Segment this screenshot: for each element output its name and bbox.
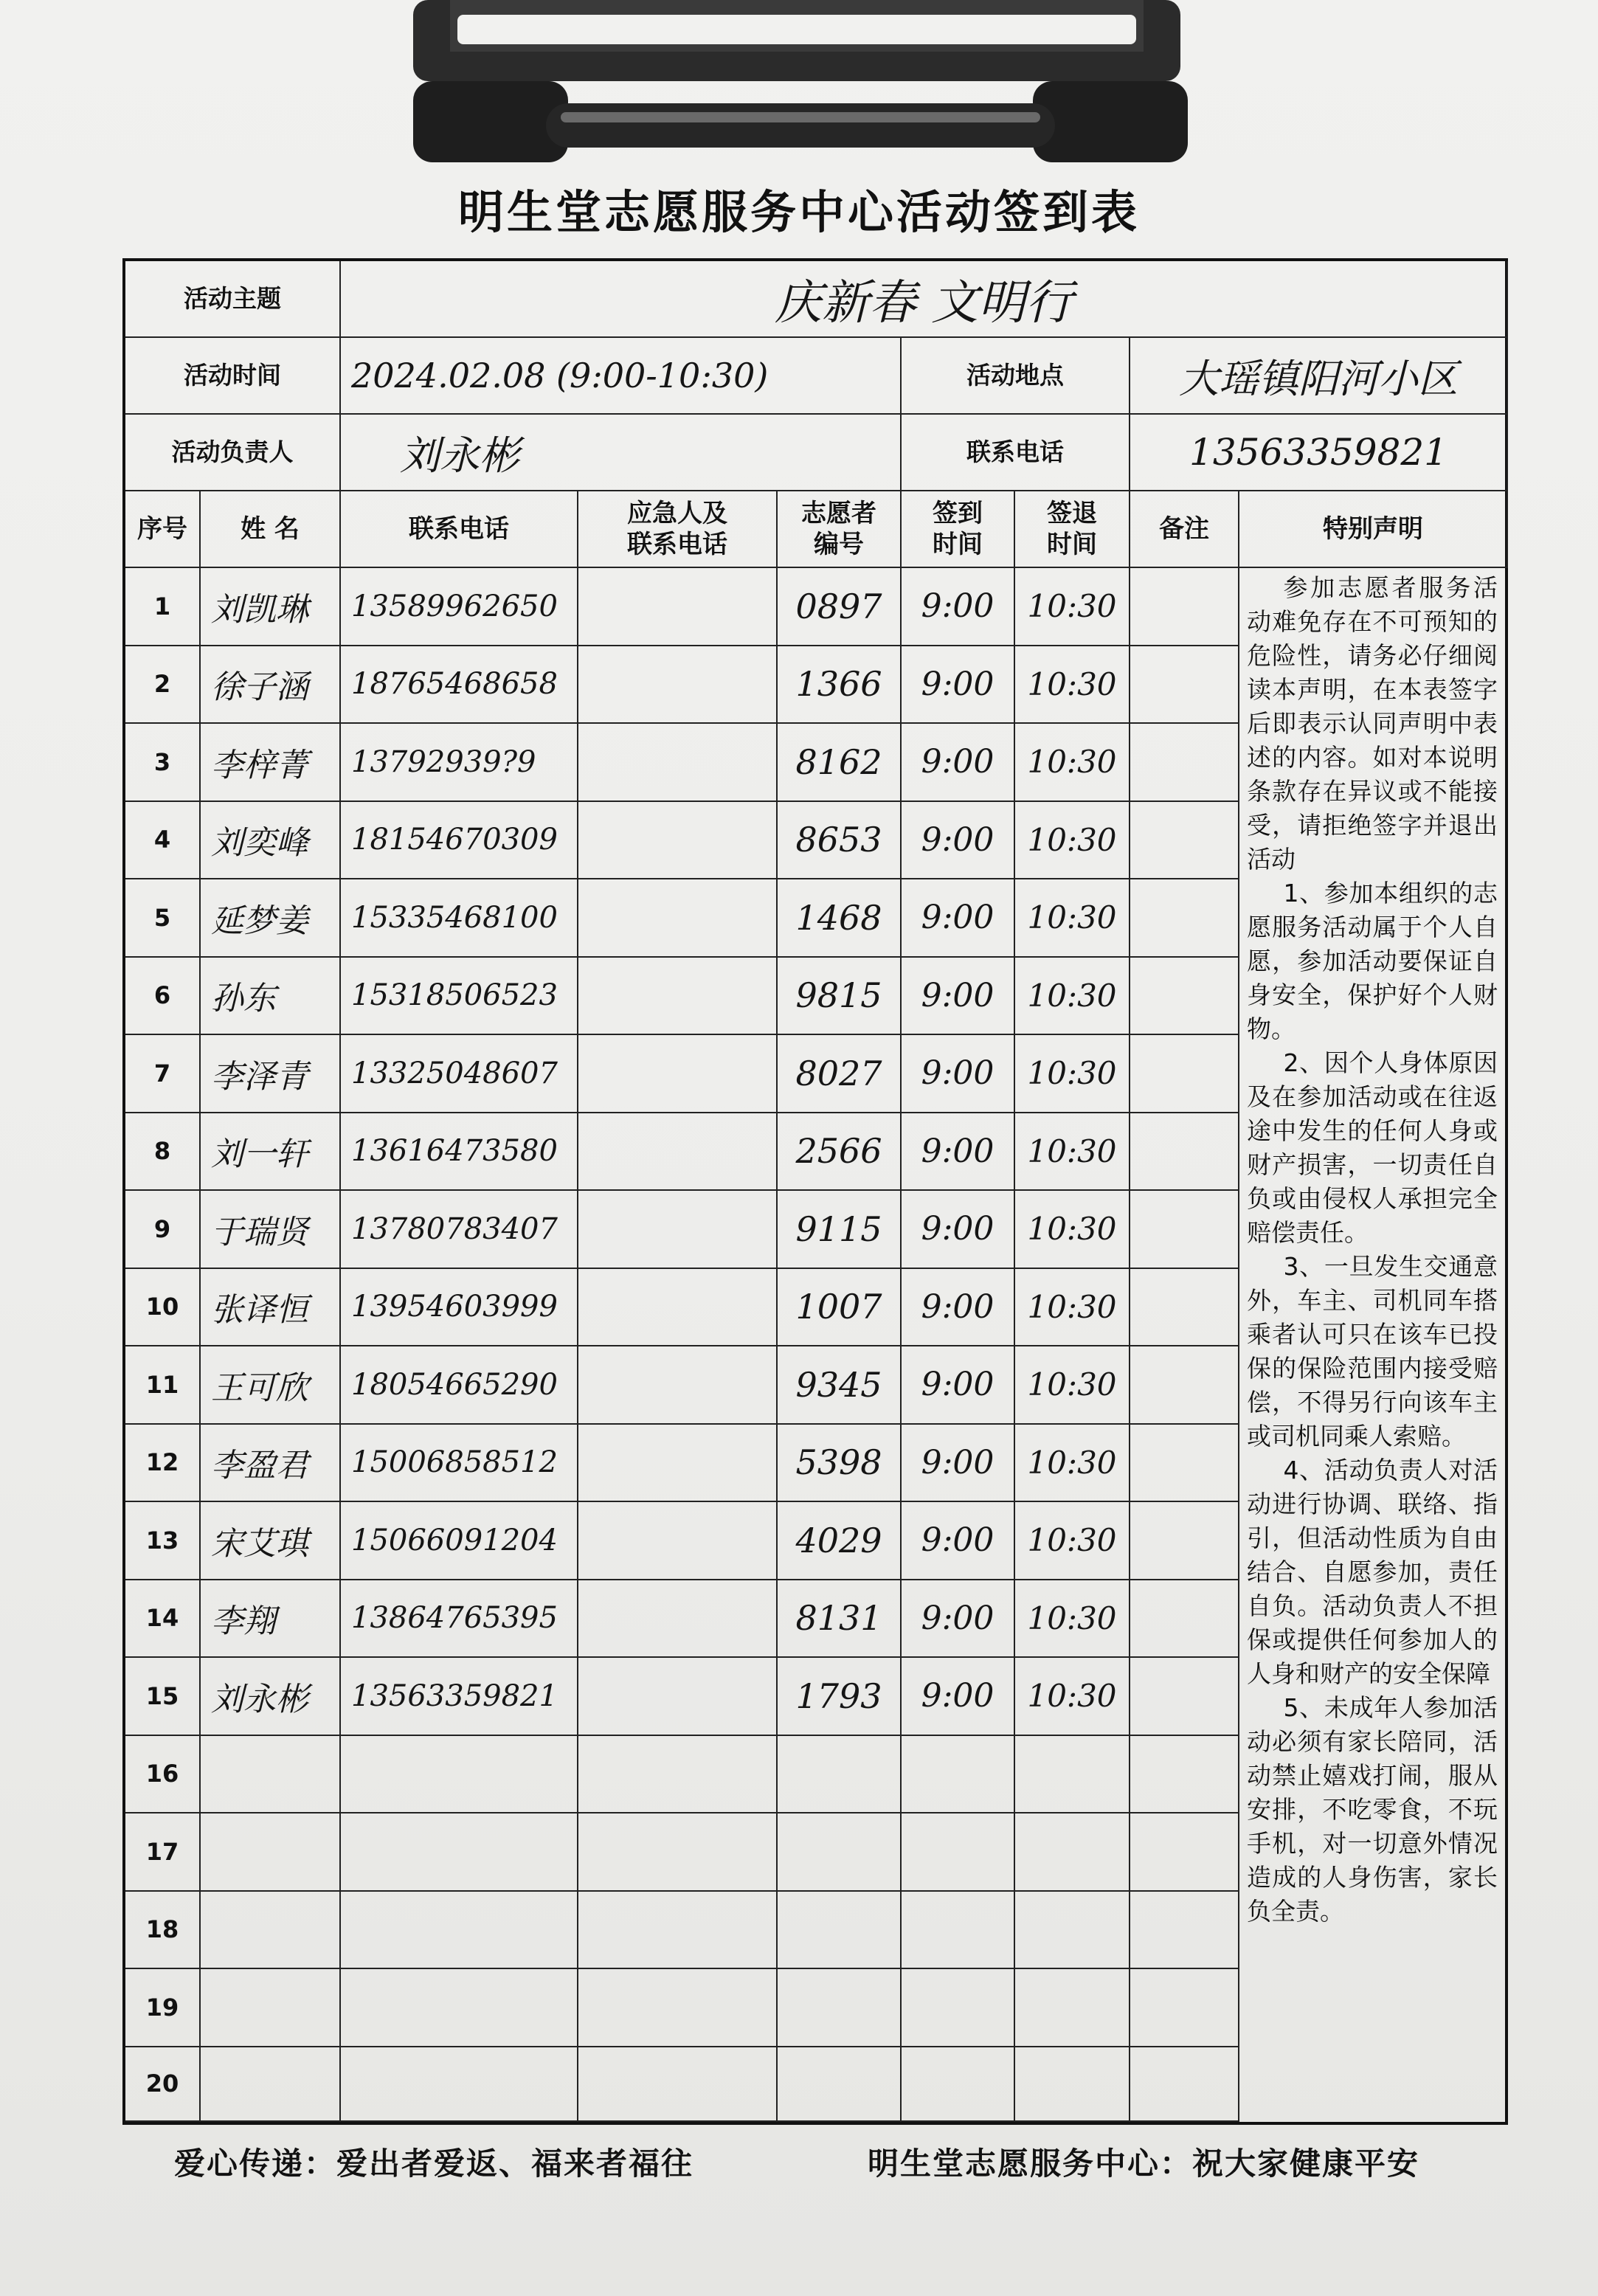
row-volunteer-id: 2566: [778, 1113, 902, 1192]
row-emergency: [578, 1035, 778, 1113]
col-phone: 联系电话: [341, 491, 578, 568]
row-emergency: [578, 1892, 778, 1970]
row-phone: 13864765395: [341, 1580, 578, 1659]
row-volunteer-id: 9115: [778, 1191, 902, 1269]
row-phone: 15066091204: [341, 1502, 578, 1580]
col-name: 姓 名: [201, 491, 341, 568]
special-declaration: [1236, 567, 1507, 2036]
row-volunteer-id: 9345: [778, 1346, 902, 1425]
row-index: 9: [125, 1191, 201, 1269]
row-volunteer-id: 8027: [778, 1035, 902, 1113]
row-emergency: [578, 1736, 778, 1814]
row-phone: [341, 1813, 578, 1892]
row-name: [201, 1892, 341, 1970]
row-remark: [1130, 802, 1239, 880]
row-index: 1: [125, 568, 201, 646]
row-name: 徐子涵: [201, 646, 341, 725]
row-checkin: 9:00: [902, 802, 1015, 880]
col-declaration: 特别声明: [1239, 491, 1508, 568]
row-volunteer-id: 0897: [778, 568, 902, 646]
row-checkout: 10:30: [1015, 1113, 1130, 1192]
row-checkout: [1015, 1969, 1130, 2047]
col-checkout: 签退 时间: [1015, 491, 1130, 568]
row-checkin: [902, 2047, 1015, 2123]
row-index: 20: [125, 2047, 201, 2123]
row-checkin: 9:00: [902, 724, 1015, 802]
declaration-item-4: 4、活动负责人对活动进行协调、联络、指引，但活动性质为自由结合、自愿参加，责任自负。活动负责人不担保或提供任何参加人的人身和财产的安全保障: [1247, 1456, 1498, 1688]
row-index: 13: [125, 1502, 201, 1580]
row-emergency: [578, 802, 778, 880]
declaration-item-5: 5、未成年人参加活动必须有家长陪同，活动禁止嬉戏打闹，服从安排，不吃零食，不玩手机，对一切意外情况造成的人身伤害，家长负全责。: [1247, 1693, 1498, 1926]
row-remark: [1130, 1969, 1239, 2047]
row-name: 李泽青: [201, 1035, 341, 1113]
leader-label: 活动负责人: [125, 415, 341, 491]
row-remark: [1130, 1892, 1239, 1970]
row-volunteer-id: 8162: [778, 724, 902, 802]
row-remark: [1130, 2047, 1239, 2123]
row-name: [201, 2047, 341, 2123]
row-emergency: [578, 1346, 778, 1425]
row-index: 17: [125, 1813, 201, 1892]
row-index: 12: [125, 1425, 201, 1503]
row-volunteer-id: 5398: [778, 1425, 902, 1503]
col-remark: 备注: [1130, 491, 1239, 568]
row-phone: 13589962650: [341, 568, 578, 646]
row-remark: [1130, 1425, 1239, 1503]
declaration-item-2: 2、因个人身体原因及在参加活动或在往返途中发生的任何人身或财产损害，一切责任自负或由侵权人承担完全赔偿责任。: [1247, 1048, 1498, 1247]
row-checkout: 10:30: [1015, 724, 1130, 802]
row-name: 李翔: [201, 1580, 341, 1659]
row-volunteer-id: 1007: [778, 1269, 902, 1347]
row-name: 王可欣: [201, 1346, 341, 1425]
row-name: 刘一轩: [201, 1113, 341, 1192]
row-name: 延梦姜: [201, 879, 341, 958]
row-index: 11: [125, 1346, 201, 1425]
row-name: [201, 1736, 341, 1814]
row-checkout: 10:30: [1015, 1191, 1130, 1269]
col-volunteer-id: 志愿者 编号: [778, 491, 902, 568]
row-checkout: 10:30: [1015, 1346, 1130, 1425]
row-checkin: [902, 1736, 1015, 1814]
row-name: 刘奕峰: [201, 802, 341, 880]
row-index: 19: [125, 1969, 201, 2047]
row-emergency: [578, 1269, 778, 1347]
row-checkin: 9:00: [902, 879, 1015, 958]
row-phone: 13954603999: [341, 1269, 578, 1347]
row-index: 3: [125, 724, 201, 802]
row-checkin: [902, 1813, 1015, 1892]
row-phone: 18054665290: [341, 1346, 578, 1425]
row-checkin: 9:00: [902, 568, 1015, 646]
row-checkin: 9:00: [902, 1580, 1015, 1659]
row-checkin: 9:00: [902, 1346, 1015, 1425]
row-name: 李盈君: [201, 1425, 341, 1503]
row-volunteer-id: [778, 1736, 902, 1814]
row-volunteer-id: [778, 1969, 902, 2047]
row-name: 于瑞贤: [201, 1191, 341, 1269]
row-checkout: 10:30: [1015, 1580, 1130, 1659]
row-checkout: 10:30: [1015, 802, 1130, 880]
col-index: 序号: [125, 491, 201, 568]
row-index: 6: [125, 958, 201, 1036]
row-emergency: [578, 1113, 778, 1192]
row-index: 5: [125, 879, 201, 958]
row-emergency: [578, 1813, 778, 1892]
declaration-intro: 参加志愿者服务活动难免存在不可预知的危险性，请务必仔细阅读本声明，在本表签字后即表示认同声明中表述的内容。如对本说明条款存在异议或不能接受，请拒绝签字并退出活动: [1247, 573, 1498, 874]
row-index: 14: [125, 1580, 201, 1659]
row-remark: [1130, 1035, 1239, 1113]
row-index: 8: [125, 1113, 201, 1192]
row-checkin: 9:00: [902, 1113, 1015, 1192]
row-phone: [341, 2047, 578, 2123]
row-emergency: [578, 958, 778, 1036]
row-emergency: [578, 1658, 778, 1736]
row-remark: [1130, 724, 1239, 802]
row-phone: 15318506523: [341, 958, 578, 1036]
footer-left: 爱心传递：爱出者爱返、福来者福往: [174, 2145, 694, 2182]
row-emergency: [578, 879, 778, 958]
row-phone: 18765468658: [341, 646, 578, 725]
row-remark: [1130, 1580, 1239, 1659]
row-name: 李梓菁: [201, 724, 341, 802]
row-remark: [1130, 1736, 1239, 1814]
row-checkout: 10:30: [1015, 646, 1130, 725]
row-remark: [1130, 568, 1239, 646]
row-volunteer-id: [778, 2047, 902, 2123]
row-checkin: [902, 1969, 1015, 2047]
row-name: 孙东: [201, 958, 341, 1036]
row-name: 刘永彬: [201, 1658, 341, 1736]
leader-phone-label: 联系电话: [902, 415, 1130, 491]
row-checkin: 9:00: [902, 1658, 1015, 1736]
row-checkin: 9:00: [902, 1502, 1015, 1580]
row-volunteer-id: 4029: [778, 1502, 902, 1580]
row-volunteer-id: 1468: [778, 879, 902, 958]
row-phone: 13780783407: [341, 1191, 578, 1269]
row-index: 16: [125, 1736, 201, 1814]
clipboard-clip-icon: [0, 0, 1598, 184]
row-checkout: [1015, 1892, 1130, 1970]
row-emergency: [578, 724, 778, 802]
row-phone: 18154670309: [341, 802, 578, 880]
row-index: 4: [125, 802, 201, 880]
row-phone: 15335468100: [341, 879, 578, 958]
row-emergency: [578, 1191, 778, 1269]
row-checkout: 10:30: [1015, 1269, 1130, 1347]
row-remark: [1130, 879, 1239, 958]
row-phone: 13325048607: [341, 1035, 578, 1113]
time-value: 2024.02.08 (9:00-10:30): [341, 338, 902, 415]
row-phone: [341, 1892, 578, 1970]
row-index: 18: [125, 1892, 201, 1970]
row-volunteer-id: 8131: [778, 1580, 902, 1659]
row-remark: [1130, 958, 1239, 1036]
row-emergency: [578, 646, 778, 725]
row-volunteer-id: [778, 1892, 902, 1970]
row-phone: [341, 1969, 578, 2047]
row-checkout: 10:30: [1015, 1035, 1130, 1113]
row-checkout: 10:30: [1015, 1658, 1130, 1736]
row-index: 7: [125, 1035, 201, 1113]
row-remark: [1130, 1113, 1239, 1192]
row-emergency: [578, 1502, 778, 1580]
page-title: 明生堂志愿服务中心活动签到表: [457, 185, 1140, 239]
row-remark: [1130, 1658, 1239, 1736]
row-emergency: [578, 1969, 778, 2047]
row-emergency: [578, 1580, 778, 1659]
time-label: 活动时间: [125, 338, 341, 415]
row-index: 15: [125, 1658, 201, 1736]
row-name: 宋艾琪: [201, 1502, 341, 1580]
row-phone: 15006858512: [341, 1425, 578, 1503]
row-volunteer-id: 8653: [778, 802, 902, 880]
row-checkout: 10:30: [1015, 1502, 1130, 1580]
leader-value: 刘永彬: [341, 415, 902, 491]
footer-right: 明生堂志愿服务中心：祝大家健康平安: [868, 2145, 1420, 2182]
row-emergency: [578, 568, 778, 646]
row-name: [201, 1969, 341, 2047]
row-volunteer-id: 1793: [778, 1658, 902, 1736]
row-phone: 13792939?9: [341, 724, 578, 802]
row-volunteer-id: 1366: [778, 646, 902, 725]
row-checkout: 10:30: [1015, 1425, 1130, 1503]
row-checkout: 10:30: [1015, 568, 1130, 646]
row-remark: [1130, 1269, 1239, 1347]
row-checkin: 9:00: [902, 1269, 1015, 1347]
row-phone: 13563359821: [341, 1658, 578, 1736]
row-checkin: [902, 1892, 1015, 1970]
row-checkout: 10:30: [1015, 958, 1130, 1036]
declaration-item-1: 1、参加本组织的志愿服务活动属于个人自愿，参加活动要保证自身安全，保护好个人财物。: [1247, 879, 1498, 1043]
declaration-item-3: 3、一旦发生交通意外，车主、司机同车搭乘者认可只在该车已投保的保险范围内接受赔偿，不得另行向该车主或司机同乘人索赔。: [1247, 1252, 1498, 1450]
col-checkin: 签到 时间: [902, 491, 1015, 568]
row-checkout: [1015, 2047, 1130, 2123]
row-remark: [1130, 1346, 1239, 1425]
row-emergency: [578, 1425, 778, 1503]
row-remark: [1130, 646, 1239, 725]
row-checkout: [1015, 1813, 1130, 1892]
row-index: 2: [125, 646, 201, 725]
row-checkout: [1015, 1736, 1130, 1814]
row-phone: 13616473580: [341, 1113, 578, 1192]
row-volunteer-id: [778, 1813, 902, 1892]
row-checkin: 9:00: [902, 1425, 1015, 1503]
col-emergency: 应急人及 联系电话: [578, 491, 778, 568]
row-volunteer-id: 9815: [778, 958, 902, 1036]
leader-phone-value: 13563359821: [1130, 415, 1508, 491]
row-remark: [1130, 1502, 1239, 1580]
row-checkin: 9:00: [902, 1035, 1015, 1113]
row-name: 刘凯琳: [201, 568, 341, 646]
row-checkin: 9:00: [902, 958, 1015, 1036]
row-name: [201, 1813, 341, 1892]
row-remark: [1130, 1813, 1239, 1892]
place-value: 大瑶镇阳河小区: [1130, 338, 1508, 415]
row-name: 张译恒: [201, 1269, 341, 1347]
theme-label: 活动主题: [125, 261, 341, 338]
row-index: 10: [125, 1269, 201, 1347]
row-remark: [1130, 1191, 1239, 1269]
row-emergency: [578, 2047, 778, 2123]
row-checkin: 9:00: [902, 646, 1015, 725]
row-checkout: 10:30: [1015, 879, 1130, 958]
row-checkin: 9:00: [902, 1191, 1015, 1269]
row-phone: [341, 1736, 578, 1814]
place-label: 活动地点: [902, 338, 1130, 415]
theme-value: 庆新春 文明行: [341, 261, 1508, 338]
